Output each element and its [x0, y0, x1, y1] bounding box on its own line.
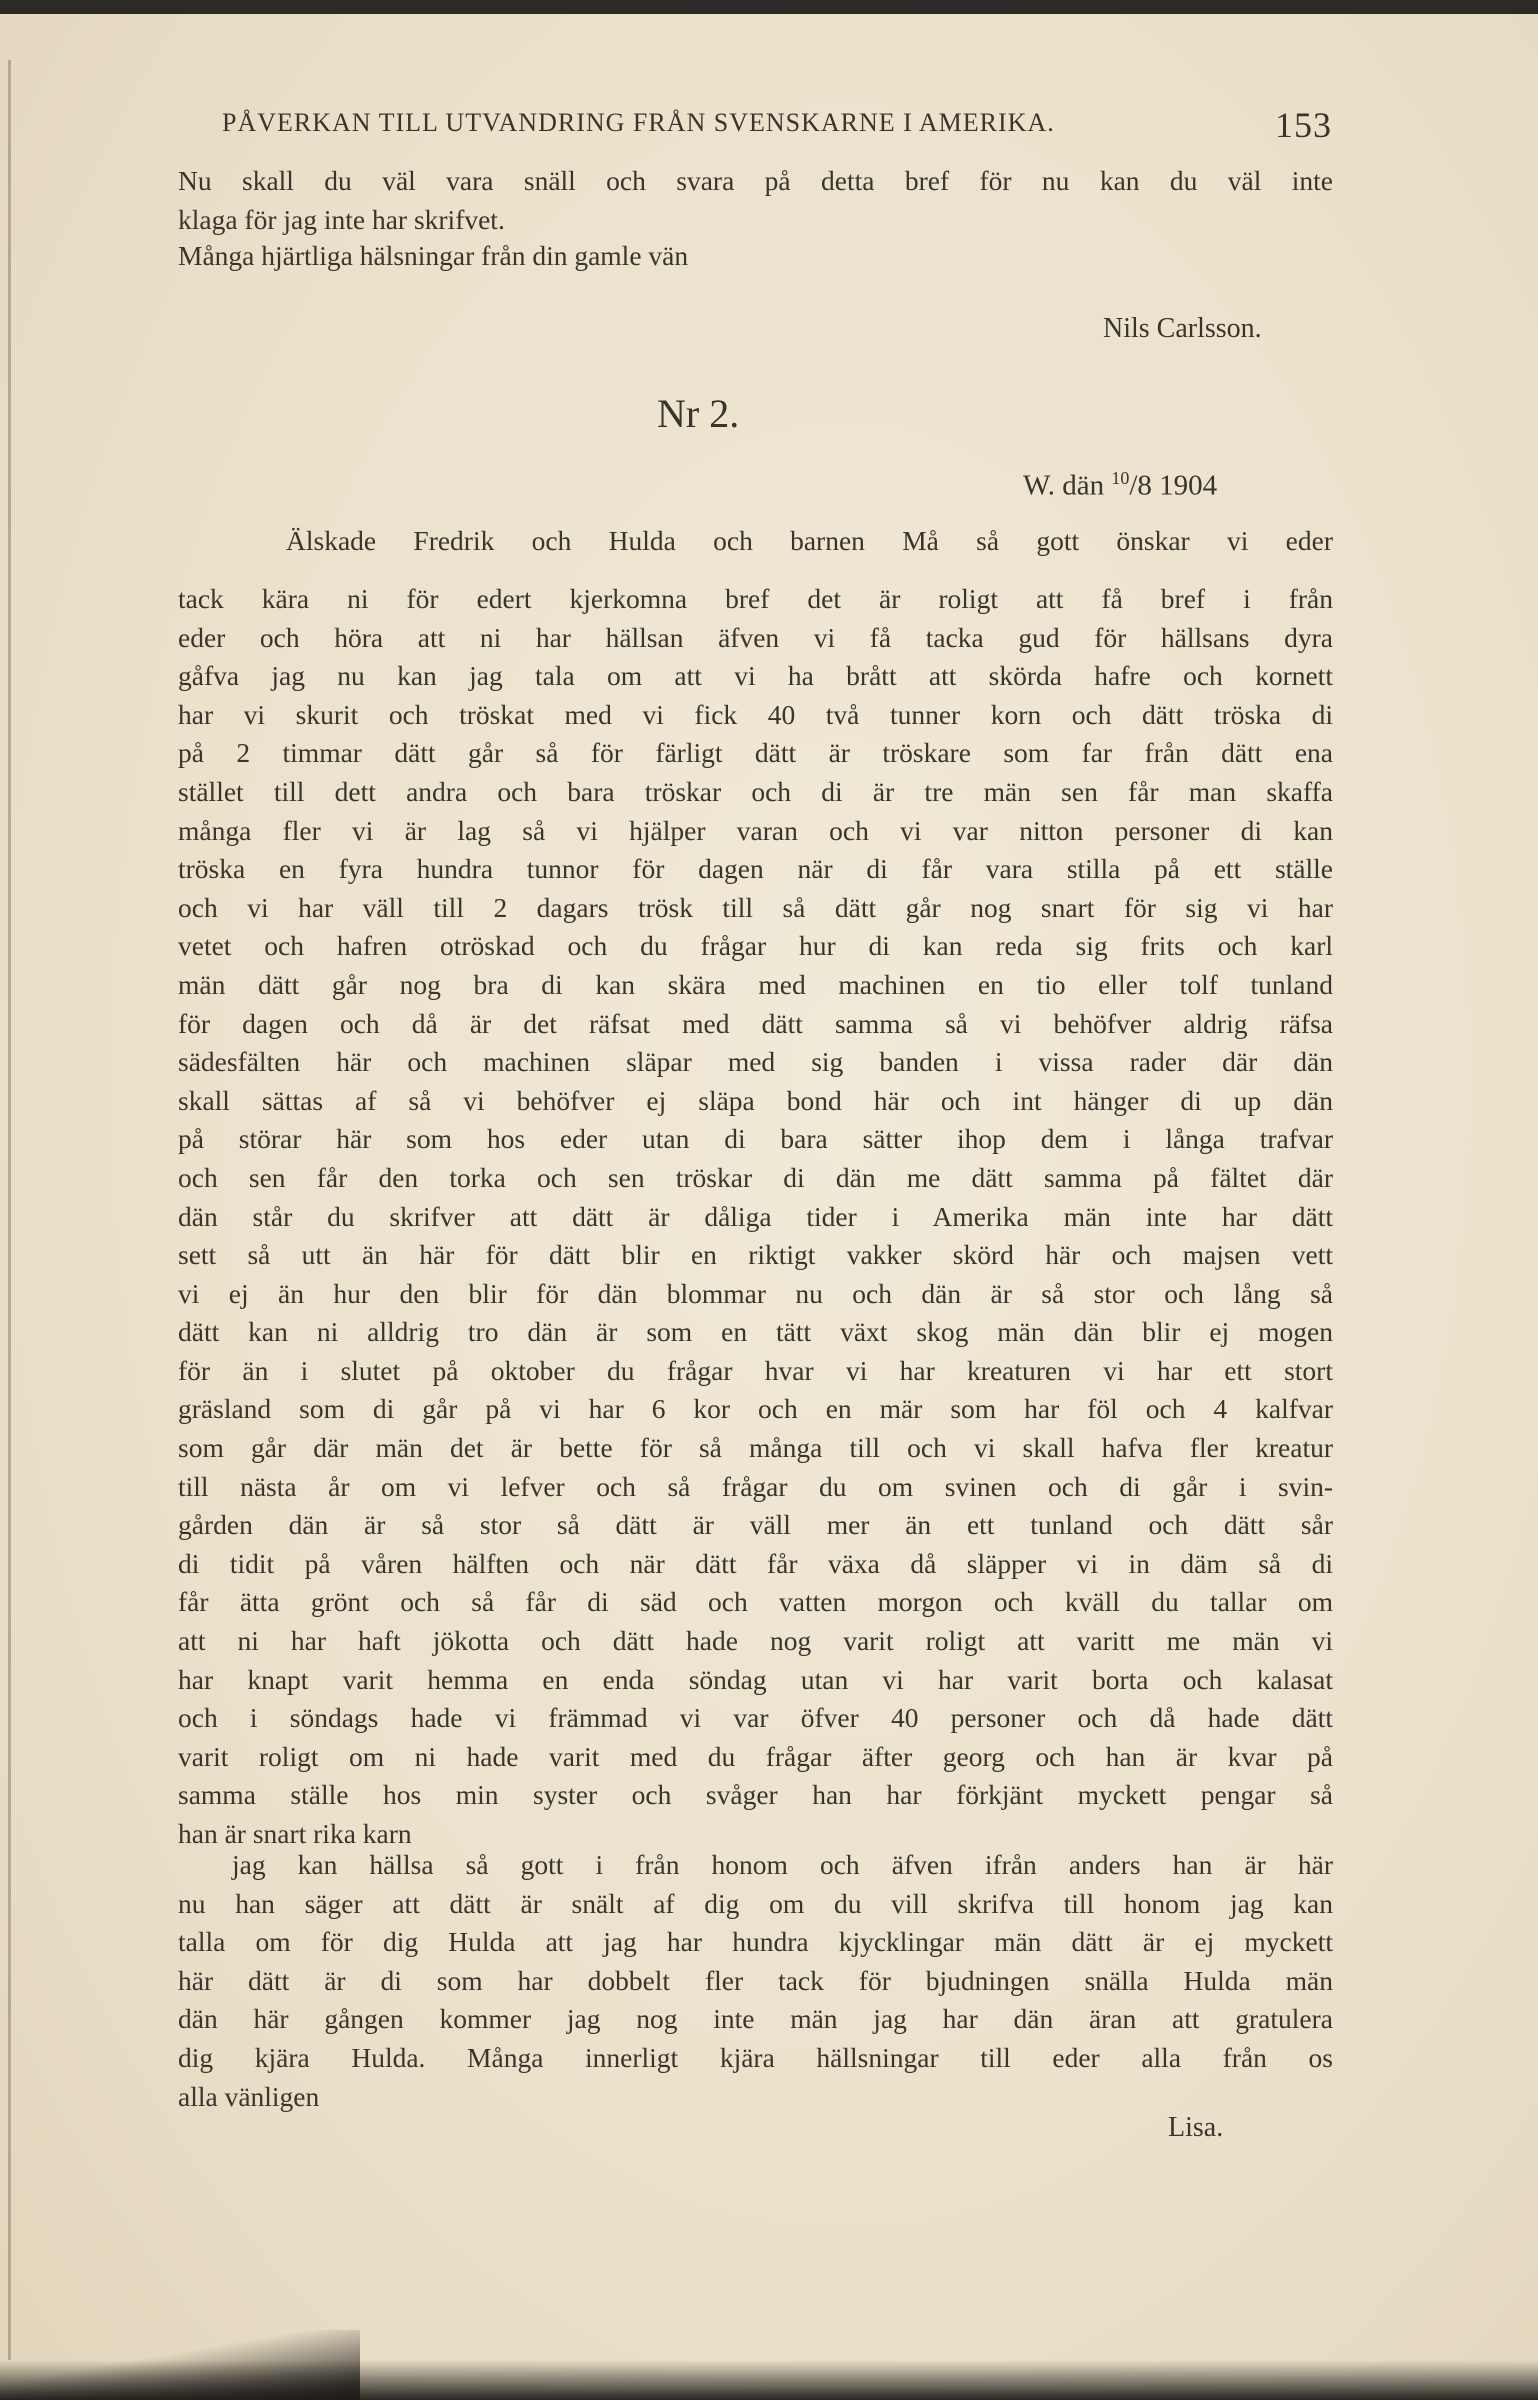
letter1-signature: Nils Carlsson.	[1103, 313, 1262, 344]
text-line: och sen får den torka och sen tröskar di dän me dätt samma på fältet där	[178, 1161, 1333, 1193]
letter2-dateline	[1023, 468, 1217, 503]
text-line: Älskade Fredrik och Hulda och barnen Må så gott önskar vi eder	[286, 525, 1333, 556]
running-head	[222, 104, 1332, 144]
running-head-title: PÅVERKAN TILL UTVANDRING FRÅN SVENSKARNE I AMERIKA.	[222, 108, 1055, 137]
date-day: 10	[1111, 468, 1130, 488]
text-line: dig kjära Hulda. Många innerligt kjära hällsningar till eder alla från os	[178, 2041, 1333, 2073]
letter2-closing	[178, 1846, 1333, 2116]
text-line: många fler vi är lag så vi hjälper varan och vi var nitton personer di kan	[178, 814, 1333, 846]
text-line: och vi har väll till 2 dagars trösk till så dätt går nog snart för sig vi har	[178, 891, 1333, 923]
text-line: har vi skurit och tröskat med vi fick 40 två tunner korn och dätt tröska di	[178, 698, 1333, 730]
text-line: samma ställe hos min syster och svåger han har förkjänt myckett pengar så	[178, 1779, 1333, 1811]
text-line: dän här gången kommer jag nog inte män jag har dän äran att gratulera	[178, 2003, 1333, 2035]
text-line: vi ej än hur den blir för dän blommar nu och dän är så stor och lång så	[178, 1277, 1333, 1309]
text-line: män dätt går nog bra di kan skära med machinen en tio eller tolf tunland	[178, 968, 1333, 1000]
text-line: på 2 timmar dätt går så för färligt dätt är tröskare som far från dätt ena	[178, 737, 1333, 769]
letter1-closing-paragraph	[178, 162, 1333, 239]
scan-corner-shadow	[0, 2330, 360, 2400]
letter1-greeting: Många hjärtliga hälsningar från din gamle vän	[178, 240, 689, 271]
text-line: nu han säger att dätt är snält af dig om du vill skrifva till honom jag kan	[178, 1887, 1333, 1919]
letter2-signature: Lisa.	[1168, 2112, 1224, 2143]
text-line: som går där män det är bette för så många till och vi skall hafva fler kreatur	[178, 1432, 1333, 1464]
text-line: att ni har haft jökotta och dätt hade nog varit roligt att varitt me män vi	[178, 1625, 1333, 1657]
text-line: alla vänligen	[178, 2080, 320, 2112]
text-line: dätt kan ni alldrig tro dän är som en tätt växt skog män dän blir ej mogen	[178, 1316, 1333, 1348]
text-line: talla om för dig Hulda att jag har hundra kjycklingar män dätt är ej myckett	[178, 1926, 1333, 1958]
date-prefix: W. dän	[1023, 469, 1112, 502]
letter2-body	[178, 580, 1333, 1854]
page-number: 153	[1275, 105, 1332, 145]
text-line: sett så utt än här för dätt blir en riktigt vakker skörd här och majsen vett	[178, 1239, 1333, 1271]
text-line: Nu skall du väl vara snäll och svara på detta bref för nu kan du väl inte	[178, 165, 1333, 196]
text-line: tack kära ni för edert kjerkomna bref det är roligt att få bref i från	[178, 583, 1333, 614]
text-line: för än i slutet på oktober du frågar hvar vi har kreaturen vi har ett stort	[178, 1354, 1333, 1386]
text-line: gåfva jag nu kan jag tala om att vi ha brått att skörda hafre och kornett	[178, 660, 1333, 692]
text-line: har knapt varit hemma en enda söndag utan vi har varit borta och kalasat	[178, 1663, 1333, 1695]
text-line: klaga för jag inte har skrifvet.	[178, 203, 505, 235]
text-line: han är snart rika karn	[178, 1818, 412, 1849]
text-line: gräsland som di går på vi har 6 kor och en mär som har föl och 4 kalfvar	[178, 1393, 1333, 1425]
text-line: gården dän är så stor så dätt är väll mer än ett tunland och dätt sår	[178, 1509, 1333, 1541]
letter2-salutation	[286, 522, 1333, 561]
text-line: skall sättas af så vi behöfver ej släpa bond här och int hänger di up dän	[178, 1084, 1333, 1116]
text-line: här dätt är di som har dobbelt fler tack för bjudningen snälla Hulda män	[178, 1964, 1333, 1996]
text-line: varit roligt om ni hade varit med du frågar äfter georg och han är kvar på	[178, 1740, 1333, 1772]
text-line: dän står du skrifver att dätt är dåliga tider i Amerika män inte har dätt	[178, 1200, 1333, 1232]
text-line: för dagen och då är det räfsat med dätt samma så vi behöfver aldrig räfsa	[178, 1007, 1333, 1039]
text-line: till nästa år om vi lefver och så frågar du om svinen och di går i svin-	[178, 1470, 1333, 1502]
text-line: di tidit på våren hälften och när dätt får växa då släpper vi in däm så di	[178, 1547, 1333, 1579]
text-line: vetet och hafren otröskad och du frågar hur di kan reda sig frits och karl	[178, 930, 1333, 962]
text-line: stället till dett andra och bara tröskar och di är tre män sen får man skaffa	[178, 775, 1333, 807]
text-line: tröska en fyra hundra tunnor för dagen när di får vara stilla på ett ställe	[178, 853, 1333, 885]
text-line: får ätta grönt och så får di säd och vatten morgon och kväll du tallar om	[178, 1586, 1333, 1618]
text-line: på störar här som hos eder utan di bara sätter ihop dem i långa trafvar	[178, 1123, 1333, 1155]
text-line: sädesfälten här och machinen släpar med sig banden i vissa rader där dän	[178, 1046, 1333, 1078]
text-line: eder och höra att ni har hällsan äfven vi få tacka gud för hällsans dyra	[178, 621, 1333, 653]
scan-top-edge	[0, 0, 1538, 14]
binding-shadow	[8, 60, 11, 2360]
date-suffix: /8 1904	[1129, 469, 1218, 502]
text-line: och i söndags hade vi främmad vi var öfver 40 personer och då hade dätt	[178, 1702, 1333, 1734]
text-line: jag kan hällsa så gott i från honom och äfven ifrån anders han är här	[232, 1849, 1333, 1880]
letter-number-heading: Nr 2.	[657, 391, 740, 436]
